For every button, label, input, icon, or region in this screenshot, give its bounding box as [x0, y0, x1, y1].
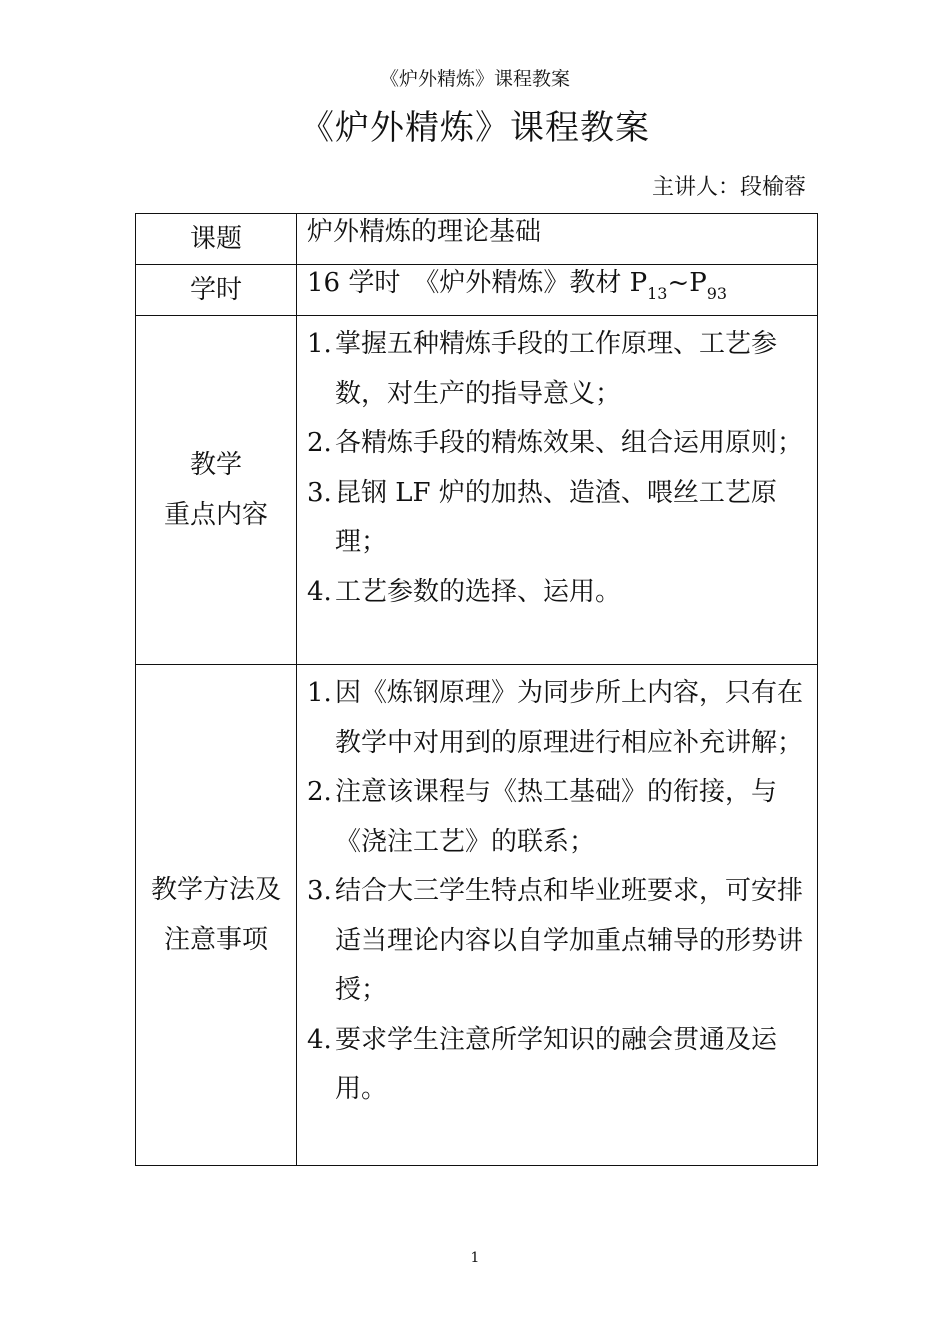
- method-label-cell: [136, 665, 297, 1166]
- item-number: 4.: [307, 1024, 332, 1055]
- item-number: 1.: [307, 678, 332, 708]
- list-item: [307, 867, 809, 1016]
- item-text: 昆钢 LF 炉的加热、造渣、喂丝工艺原理；: [335, 477, 777, 557]
- topic-value-cell: [297, 214, 818, 265]
- page-start: 13: [647, 284, 668, 303]
- method-label-line2: 注意事项: [163, 925, 268, 955]
- item-number: 2.: [307, 777, 332, 807]
- hours-value-cell: [297, 265, 818, 316]
- lesson-plan-table: [135, 213, 818, 1166]
- topic-label: 课题: [189, 224, 242, 254]
- hours-prefix: 16 学时 《炉外精炼》教材 P: [307, 268, 648, 298]
- focus-row: [136, 316, 818, 665]
- item-number: 2.: [307, 428, 332, 458]
- running-header: 《炉外精炼》课程教案: [379, 68, 570, 90]
- document-title: 《炉外精炼》课程教案: [300, 108, 650, 148]
- list-item: [307, 1016, 809, 1115]
- item-number: 4.: [307, 576, 332, 607]
- list-item: [307, 419, 809, 469]
- topic-label-cell: [136, 214, 297, 265]
- page-number: 1: [470, 1250, 480, 1266]
- list-item: [307, 768, 809, 867]
- focus-list: [307, 316, 809, 623]
- method-row: [136, 665, 818, 1166]
- page-end: 93: [706, 284, 728, 303]
- page-separator: ~P: [667, 268, 707, 298]
- hours-row: [136, 265, 818, 316]
- item-text: 结合大三学生特点和毕业班要求，可安排适当理论内容以自学加重点辅导的形势讲授；: [335, 876, 804, 1005]
- list-item: [307, 469, 809, 568]
- topic-row: [136, 214, 818, 265]
- list-item: [307, 568, 809, 618]
- item-number: 3.: [307, 876, 332, 906]
- method-label-line1: 教学方法及: [150, 875, 281, 905]
- method-content-cell: [297, 665, 818, 1166]
- topic-value: 炉外精炼的理论基础: [307, 217, 542, 247]
- hours-value: [307, 265, 809, 312]
- item-text: 注意该课程与《热工基础》的衔接，与《浇注工艺》的联系；: [335, 777, 778, 857]
- hours-label: 学时: [189, 275, 242, 305]
- item-text: 掌握五种精炼手段的工作原理、工艺参数，对生产的指导意义；: [335, 329, 778, 409]
- item-text: 要求学生注意所学知识的融会贯通及运用。: [335, 1024, 778, 1104]
- focus-label-line2: 重点内容: [163, 500, 268, 530]
- list-item: [307, 320, 809, 419]
- item-text: 因《炼钢原理》为同步所上内容，只有在教学中对用到的原理进行相应补充讲解；: [335, 678, 804, 758]
- item-number: 3.: [307, 477, 332, 508]
- method-list: [307, 665, 809, 1121]
- list-item: [307, 669, 809, 768]
- focus-label-cell: [136, 316, 297, 665]
- hours-label-cell: [136, 265, 297, 316]
- focus-label-line1: 教学: [189, 450, 242, 480]
- presenter-line: 主讲人：段榆蓉: [651, 175, 806, 200]
- item-number: 1.: [307, 329, 332, 359]
- item-text: 各精炼手段的精炼效果、组合运用原则；: [335, 428, 804, 458]
- focus-content-cell: [297, 316, 818, 665]
- item-text: 工艺参数的选择、运用。: [335, 576, 622, 607]
